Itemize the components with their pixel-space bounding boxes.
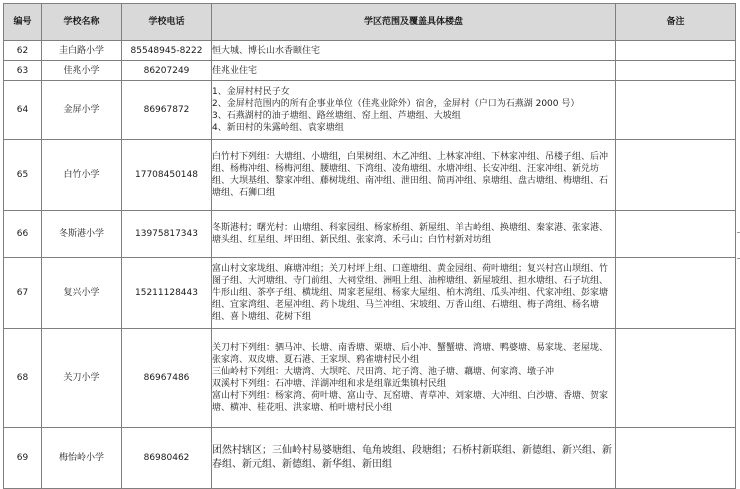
cell-school-phone[interactable]: 17708450148 [122,140,212,211]
cell-school-name[interactable]: 冬斯港小学 [42,211,122,258]
cell-num[interactable]: 65 [4,140,42,211]
cell-num[interactable]: 69 [4,428,42,489]
cell-num[interactable]: 68 [4,329,42,428]
cell-school-name[interactable]: 佳兆小学 [42,61,122,81]
cell-district-area[interactable] [212,329,616,428]
cell-school-name[interactable]: 圭白路小学 [42,41,122,61]
header-school-phone[interactable]: 学校电话 [122,4,212,41]
cell-school-name[interactable]: 关刀小学 [42,329,122,428]
table-row [4,41,736,61]
cell-school-phone[interactable]: 85548945-8222 [122,41,212,61]
table-row [4,329,736,428]
table-row [4,428,736,489]
cell-num[interactable]: 66 [4,211,42,258]
area-line: 恒大城、博长山水香颐住宅 [212,45,321,56]
table-row [4,140,736,211]
cell-num[interactable]: 63 [4,61,42,81]
area-line: 4、新田村的朱露岭组、袁家塘组 [212,123,344,133]
cell-note[interactable] [616,329,736,428]
cell-num[interactable]: 67 [4,258,42,329]
cell-school-phone[interactable]: 86207249 [122,61,212,81]
header-school-name[interactable]: 学校名称 [42,4,122,41]
cell-school-phone[interactable]: 15211128443 [122,258,212,329]
cell-district-area[interactable] [212,61,616,81]
cell-school-phone[interactable]: 86967486 [122,329,212,428]
cell-school-phone[interactable]: 86980462 [122,428,212,489]
cell-note[interactable] [616,258,736,329]
header-district-area[interactable]: 学区范围及覆盖具体楼盘 [212,4,616,41]
cell-district-area[interactable] [212,211,616,258]
area-line: 富山村文家垅组、麻塘冲组；关刀村坪上组、口莲塘组、黄金园组、荷叶塘组；复兴村宫山坝组、竹图子组、大河塘组、寺门前组、大祠堂组、洲咀上组、油榨塘组、新屋坡组、担水塘组、石子坑组、牛形山组、茶亭子组、横垅组、周家老屋组、杨家大屋组、柏木湾组、瓜头冲组、代家冲组、彭家塘组、宜家湾组、老屋冲组、药卜垅组、马兰冲组、宋坡组、万香山组、石塘组、梅子湾组、杨名塘组、喜卜塘组、花树下组 [212,264,609,322]
area-line: 关刀村下列组：驷马冲、长塘、南香塘、栗塘、后小冲、蟹蟹塘、湾塘、鸭婆塘、易家垅、老屋垅、张家湾、双皮塘、夏石港、王家坝、鸦雀塘村民小组 [212,343,609,365]
cell-num[interactable]: 64 [4,81,42,140]
cell-school-name[interactable]: 金屏小学 [42,81,122,140]
area-line: 白竹村下列组：大塘组、小塘组，白果树组、木乙冲组、上林家冲组、下林家冲组、吊楼子组、后冲组、杨梅冲组、杨梅河组、腰塘组、下湾组、凌角塘组、水塘冲组、长安冲组、汪家冲组、新兑坊组、大坝基组、黎家冲组、藤树垅组、南冲组、泄田组、简再冲组、泉塘组、盘古塘组、梅塘组、石塘组、石狮口组 [212,152,609,198]
cell-note[interactable] [616,428,736,489]
area-line: 1、金屏村村民子女 [212,87,290,97]
cell-school-name[interactable]: 复兴小学 [42,258,122,329]
area-line: 3、石燕湖村的油子塘组、路丝塘组、窑上组、芦塘组、大坡组 [212,111,461,121]
cell-district-area[interactable] [212,41,616,61]
area-line: 冬斯港村；曙光村：山塘组、科家园组、杨家桥组、新屋组、羊古岭组、换塘组、秦家港、张家港、塘头组、红星组、坪田组、新民组、张家湾、禾弓山；白竹村新对坊组 [212,223,609,245]
cell-district-area[interactable] [212,81,616,140]
cell-note[interactable] [616,140,736,211]
area-line: 富山村下列组：杨家湾、荷叶塘、富山寺、瓦窑塘、青草冲、刘家塘、大冲组、白沙塘、香塘、贺家塘、横冲、桂花咀、洪家塘、柏叶塘村民小组 [212,391,609,413]
cell-note[interactable] [616,61,736,81]
header-note[interactable]: 备注 [616,4,736,41]
cell-note[interactable] [616,211,736,258]
cell-school-phone[interactable]: 13975817343 [122,211,212,258]
header-row [4,4,736,41]
cell-note[interactable] [616,41,736,61]
table-row [4,81,736,140]
school-district-table [3,3,736,489]
cell-school-name[interactable]: 白竹小学 [42,140,122,211]
cell-district-area[interactable] [212,140,616,211]
area-line: 2、金屏村范围内的所有企事业单位（佳兆业除外）宿舍，金屏村（户口为石燕湖 2000 号） [212,99,580,109]
area-line: 佳兆业住宅 [212,65,258,76]
header-num[interactable]: 编号 [4,4,42,41]
area-line: 双溪村下列组：石冲塘、洋湖冲组和求是组靠近集镇村民组 [212,379,447,389]
table-row [4,61,736,81]
cell-note[interactable] [616,81,736,140]
area-line: 三仙岭村下列组：大塘湾、大坝咤、尺田湾、坨子湾、池子塘、藕塘、何家湾、墩子冲 [212,367,555,377]
cell-district-area[interactable] [212,428,616,489]
area-line: 团然村辖区；三仙岭村易婆塘组、龟角坡组、段塘组；石桥村新联组、新德组、新兴组、新春组、新元组、新德组、新华组、新田组 [212,445,612,470]
cell-num[interactable]: 62 [4,41,42,61]
table-row [4,211,736,258]
table-row [4,258,736,329]
cell-school-phone[interactable]: 86967872 [122,81,212,140]
cell-district-area[interactable] [212,258,616,329]
cell-school-name[interactable]: 梅怡岭小学 [42,428,122,489]
